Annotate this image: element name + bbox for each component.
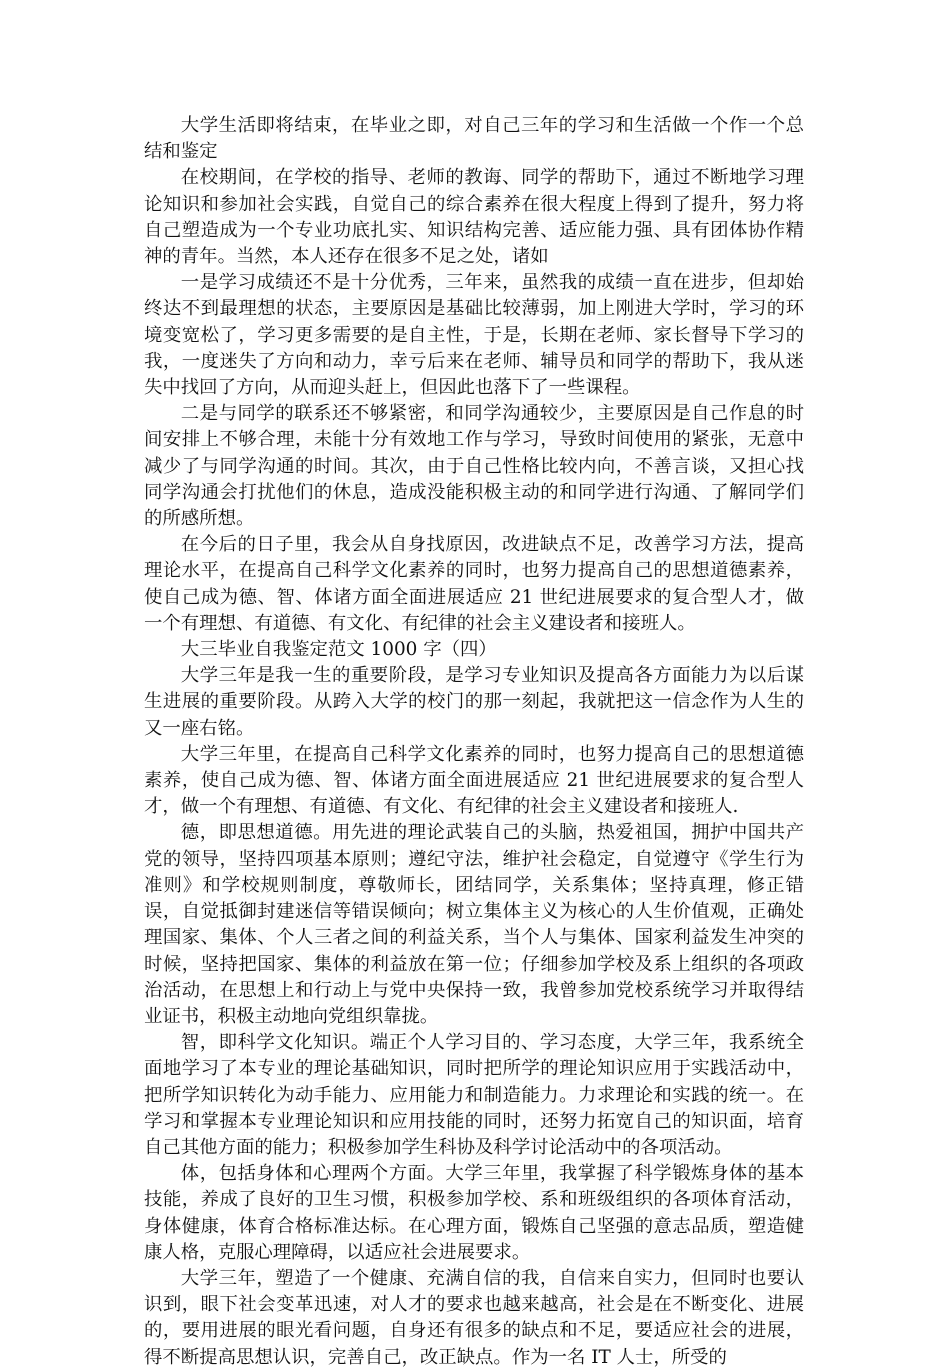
section-heading: 大三毕业自我鉴定范文 1000 字（四） xyxy=(180,639,497,661)
paragraph-shortcoming-one: 一是学习成绩还不是十分优秀，三年来，虽然我的成绩一直在进步，但却始终达不到最理想的状态，主要原因是基础比较薄弱，加上刚进大学时，学习的环境变宽松了，学习更多需要的是自主性，于是，长期在老师、家长督导下学习的我，一度迷失了方向和动力，幸亏后来在老师、辅导员和同学的帮助下，我从迷失中找回了方向，从而迎头赶上，但因此也落下了一些课程。 xyxy=(144,272,804,399)
paragraph-cultural-quality: 大学三年里，在提高自己科学文化素养的同时，也努力提高自己的思想道德素养，使自己成为德、智、体诸方面全面进展适应 21 世纪进展要求的复合型人才，做一个有理想、有道德、有文化、有纪律的社会主义建设者和接班人. xyxy=(144,743,804,818)
paragraph-physique: 体，包括身体和心理两个方面。大学三年里，我掌握了科学锻炼身体的基本技能，养成了良好的卫生习惯，积极参加学校、系和班级组织的各项体育活动，身体健康，体育合格标准达标。在心理方面，锻炼自己坚强的意志品质，塑造健康人格，克服心理障碍，以适应社会进展要求。 xyxy=(144,1163,804,1263)
paragraph-intellect: 智，即科学文化知识。端正个人学习目的、学习态度，大学三年，我系统全面地学习了本专业的理论基础知识，同时把所学的理论知识应用于实践活动中，把所学知识转化为动手能力、应用能力和制造能力。力求理论和实践的统一。在学习和掌握本专业理论知识和应用技能的同时，还努力拓宽自己的知识面，培育自己其他方面的能力；积极参加学生科协及科学讨论活动中的各项活动。 xyxy=(144,1032,804,1158)
paragraph-future-plan: 在今后的日子里，我会从自身找原因，改进缺点不足，改善学习方法，提高理论水平，在提高自己科学文化素养的同时，也努力提高自己的思想道德素养，使自己成为德、智、体诸方面全面进展适应 21 世纪进展要求的复合型人才，做一个有理想、有道德、有文化、有纪律的社会主义建设者和接班人。 xyxy=(144,534,804,634)
paragraph-three-years: 大学三年是我一生的重要阶段，是学习专业知识及提高各方面能力为以后谋生进展的重要阶段。从跨入大学的校门的那一刻起，我就把这一信念作为人生的又一座右铭。 xyxy=(144,665,804,739)
paragraph-morality: 德，即思想道德。用先进的理论武装自己的头脑，热爱祖国，拥护中国共产党的领导，坚持四项基本原则；遵纪守法，维护社会稳定，自觉遵守《学生行为准则》和学校规则制度，尊敬师长，团结同学，关系集体；坚持真理，修正错误，自觉抵御封建迷信等错误倾向；树立集体主义为核心的人生价值观，正确处理国家、集体、个人三者之间的利益关系，当个人与集体、国家利益发生冲突的时候，坚持把国家、集体的利益放在第一位；仔细参加学校及系上组织的各项政治活动，在思想上和行动上与党中央保持一致，我曾参加党校系统学习并取得结业证书，积极主动地向党组织靠拢。 xyxy=(144,822,804,1027)
document-page xyxy=(144,113,804,1371)
paragraph-school-period: 在校期间，在学校的指导、老师的教诲、同学的帮助下，通过不断地学习理论知识和参加社会实践，自觉自己的综合素养在很大程度上得到了提升，努力将自己塑造成为一个专业功底扎实、知识结构完善、适应能力强、具有团体协作精神的青年。当然，本人还存在很多不足之处，诸如 xyxy=(144,167,804,268)
paragraph-shortcoming-two: 二是与同学的联系还不够紧密，和同学沟通较少，主要原因是自己作息的时间安排上不够合理，未能十分有效地工作与学习，导致时间使用的紧张，无意中减少了与同学沟通的时间。其次，由于自己性格比较内向，不善言谈，又担心找同学沟通会打扰他们的休息，造成没能积极主动的和同学进行沟通、了解同学们的所感所想。 xyxy=(144,403,804,530)
paragraph-intro: 大学生活即将结束，在毕业之即，对自己三年的学习和生活做一个作一个总结和鉴定 xyxy=(144,115,804,163)
paragraph-confidence: 大学三年，塑造了一个健康、充满自信的我，自信来自实力，但同时也要认识到，眼下社会变革迅速，对人才的要求也越来越高，社会是在不断变化、进展的，要用进展的眼光看问题，自身还有很多的缺点和不足，要适应社会的进展，得不断提高思想认识，完善自己，改正缺点。作为一名 IT 人士，所受的 xyxy=(144,1267,804,1368)
